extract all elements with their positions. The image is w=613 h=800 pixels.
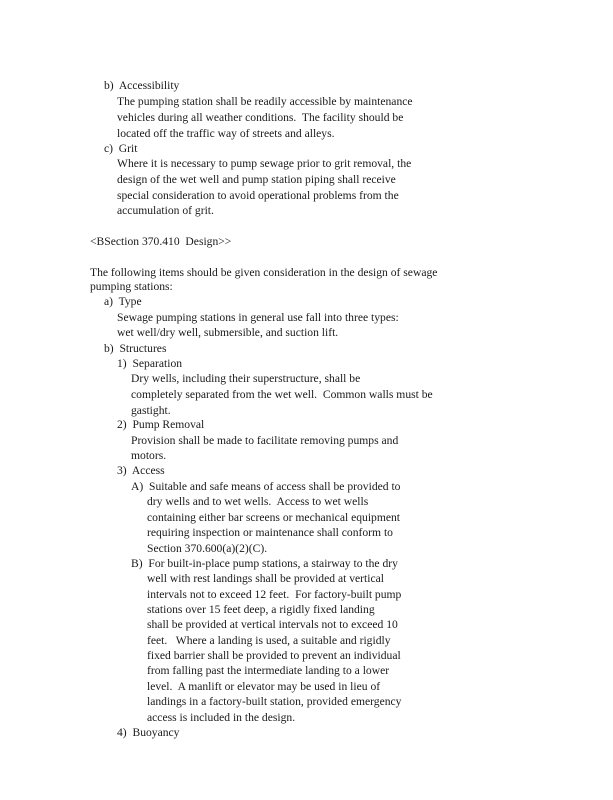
access-b-first-line: B) For built-in-place pump stations, a stairway to the dry (131, 557, 398, 570)
access-heading: 3) Access (117, 464, 165, 477)
access-b-line: landings in a factory-built station, provided emergency (147, 695, 402, 708)
accessibility-heading: b) Accessibility (104, 79, 180, 92)
access-b-line: shall be provided at vertical intervals not to exceed 10 (147, 618, 398, 631)
accessibility-line: located off the traffic way of streets and alleys. (117, 127, 335, 140)
type-line: wet well/dry well, submersible, and suction lift. (117, 326, 339, 339)
access-a-line: Section 370.600(a)(2)(C). (147, 542, 268, 555)
intro-line: The following items should be given consideration in the design of sewage (90, 266, 438, 279)
access-b-line: well with rest landings shall be provided at vertical (147, 572, 384, 585)
pump-removal-line: Provision shall be made to facilitate removing pumps and (131, 434, 399, 447)
accessibility-line: The pumping station shall be readily accessible by maintenance (117, 95, 413, 108)
type-heading: a) Type (104, 295, 142, 308)
access-b-line: access is included in the design. (147, 711, 296, 724)
separation-line: Dry wells, including their superstructure, shall be (131, 372, 361, 385)
buoyancy-heading: 4) Buoyancy (117, 726, 180, 739)
separation-line: completely separated from the wet well. Common walls must be (131, 388, 433, 401)
pump-removal-heading: 2) Pump Removal (117, 418, 205, 431)
separation-heading: 1) Separation (117, 357, 183, 370)
section-title: <BSection 370.410 Design>> (90, 235, 232, 248)
grit-line: Where it is necessary to pump sewage prior to grit removal, the (117, 157, 412, 170)
access-b-line: feet. Where a landing is used, a suitable and rigidly (147, 634, 391, 647)
access-a-line: dry wells and to wet wells. Access to wet wells (147, 495, 369, 508)
access-b-line: level. A manlift or elevator may be used in lieu of (147, 680, 381, 693)
access-b-line: from falling past the intermediate landing to a lower (147, 664, 390, 677)
grit-heading: c) Grit (104, 142, 138, 155)
accessibility-line: vehicles during all weather conditions. The facility should be (117, 111, 404, 124)
grit-line: accumulation of grit. (117, 204, 214, 217)
structures-heading: b) Structures (104, 342, 167, 355)
access-b-line: fixed barrier shall be provided to prevent an individual (147, 649, 401, 662)
access-b-line: stations over 15 feet deep, a rigidly fixed landing (147, 603, 375, 616)
grit-line: special consideration to avoid operational problems from the (117, 189, 399, 202)
access-b-line: intervals not to exceed 12 feet. For factory-built pump (147, 588, 402, 601)
separation-line: gastight. (131, 404, 171, 417)
pump-removal-line: motors. (131, 449, 167, 462)
intro-line: pumping stations: (90, 280, 173, 293)
grit-line: design of the wet well and pump station piping shall receive (117, 173, 396, 186)
access-a-line: requiring inspection or maintenance shall conform to (147, 526, 393, 539)
access-a-first-line: A) Suitable and safe means of access shall be provided to (131, 480, 401, 493)
access-a-line: containing either bar screens or mechanical equipment (147, 511, 401, 524)
type-line: Sewage pumping stations in general use fall into three types: (117, 311, 399, 324)
